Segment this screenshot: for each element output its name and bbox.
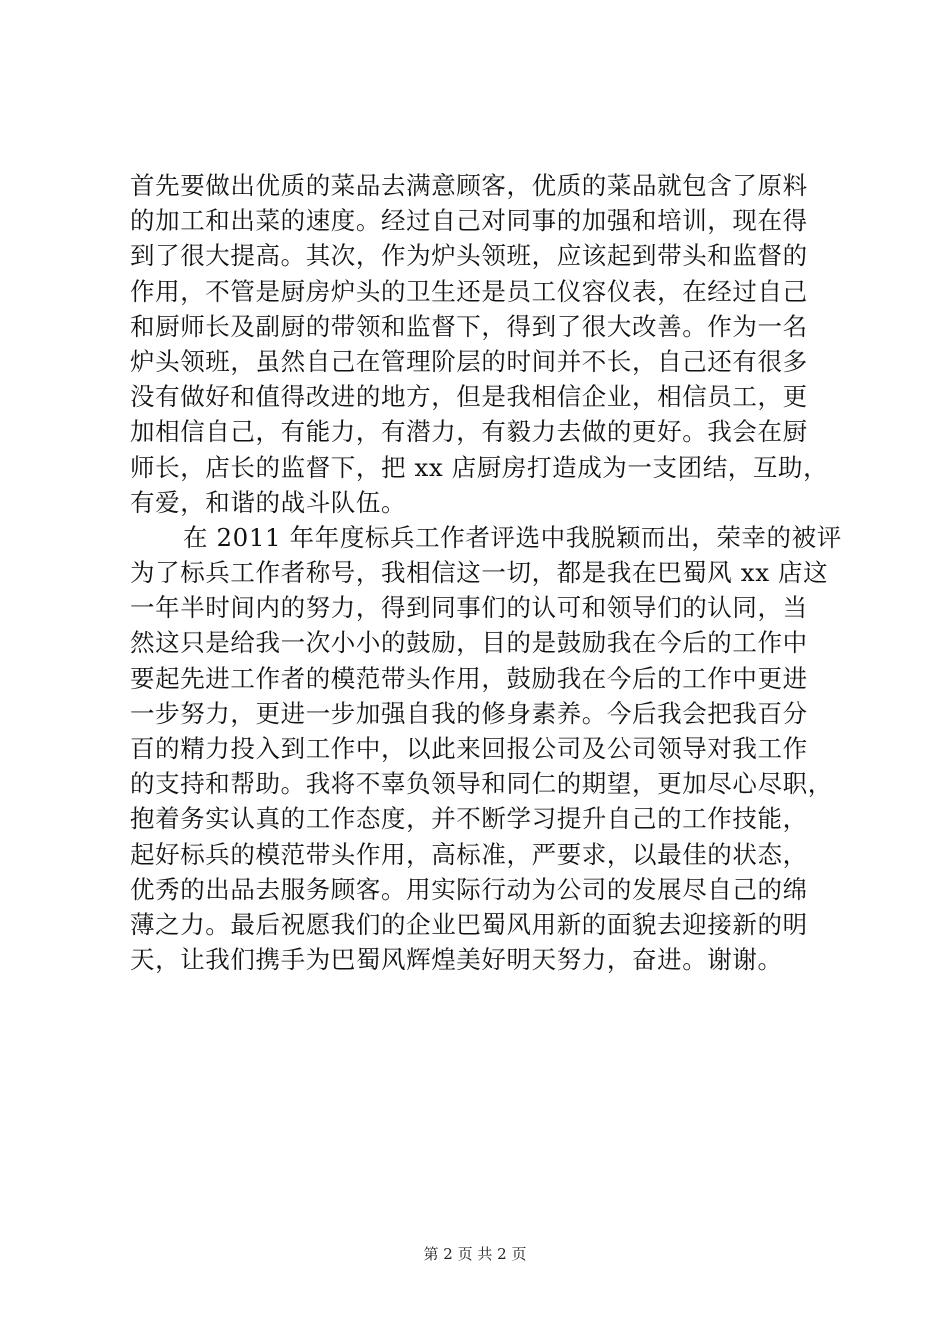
paragraph-2-line-4: 然这只是给我一次小小的鼓励，目的是鼓励我在今后的工作中	[130, 628, 808, 658]
paragraph-1-line-6: 炉头领班，虽然自己在管理阶层的时间并不长，自己还有很多	[130, 346, 808, 376]
document-body	[130, 168, 842, 977]
page-number-label: 第 2 页 共 2 页	[423, 1245, 527, 1263]
paragraph-2-line-5: 要起先进工作者的模范带头作用，鼓励我在今后的工作中更进	[130, 663, 808, 693]
paragraph-1-line-3: 到了很大提高。其次，作为炉头领班，应该起到带头和监督的	[130, 241, 808, 271]
paragraph-1-line-8: 加相信自己，有能力，有潜力，有毅力去做的更好。我会在厨	[130, 417, 808, 447]
paragraph-2-line-2: 为了标兵工作者称号，我相信这一切，都是我在巴蜀风 xx 店这	[130, 558, 829, 588]
paragraph-1-line-5: 和厨师长及副厨的带领和监督下，得到了很大改善。作为一名	[130, 311, 808, 341]
paragraph-1-line-9: 师长，店长的监督下，把 xx 店厨房打造成为一支团结，互助，	[130, 452, 829, 482]
paragraph-1-line-4: 作用，不管是厨房炉头的卫生还是员工仪容仪表，在经过自己	[130, 276, 808, 306]
paragraph-2-line-11: 优秀的出品去服务顾客。用实际行动为公司的发展尽自己的绵	[130, 874, 808, 904]
paragraph-1-line-2: 的加工和出菜的速度。经过自己对同事的加强和培训，现在得	[130, 206, 808, 236]
paragraph-2-line-8: 的支持和帮助。我将不辜负领导和同仁的期望，更加尽心尽职，	[130, 769, 833, 799]
paragraph-2-line-1: 在 2011 年年度标兵工作者评选中我脱颖而出，荣幸的被评	[183, 522, 842, 552]
paragraph-2-line-9: 抱着务实认真的工作态度，并不断学习提升自己的工作技能，	[130, 804, 808, 834]
paragraph-2-line-6: 一步努力，更进一步加强自我的修身素养。今后我会把我百分	[130, 698, 808, 728]
paragraph-2-line-13: 天，让我们携手为巴蜀风辉煌美好明天努力，奋进。谢谢。	[130, 945, 783, 975]
paragraph-2-line-12: 薄之力。最后祝愿我们的企业巴蜀风用新的面貌去迎接新的明	[130, 909, 808, 939]
paragraph-1-line-10: 有爱，和谐的战斗队伍。	[130, 487, 407, 517]
paragraph-1-line-1: 首先要做出优质的菜品去满意顾客，优质的菜品就包含了原料	[130, 171, 808, 200]
page-footer	[0, 1244, 950, 1264]
paragraph-2-line-10: 起好标兵的模范带头作用，高标准，严要求，以最佳的状态，	[130, 839, 808, 869]
paragraph-1-line-7: 没有做好和值得改进的地方，但是我相信企业，相信员工，更	[130, 382, 808, 412]
paragraph-2-line-7: 百的精力投入到工作中，以此来回报公司及公司领导对我工作	[130, 734, 808, 763]
paragraph-2-line-3: 一年半时间内的努力，得到同事们的认可和领导们的认同，当	[130, 593, 808, 623]
